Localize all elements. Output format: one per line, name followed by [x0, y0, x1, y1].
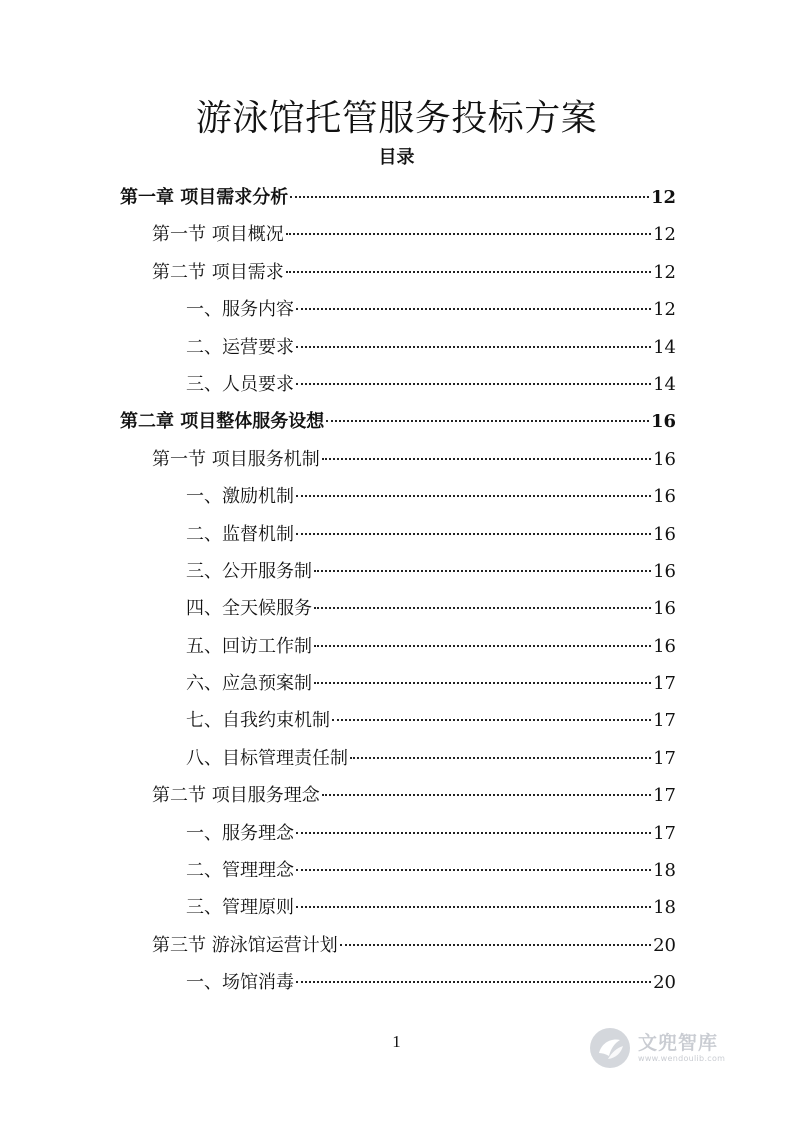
toc-entry[interactable] [120, 964, 676, 1001]
page-number: 1 [392, 1032, 401, 1051]
toc-entry-page: 12 [653, 261, 676, 283]
toc-heading: 目录 [378, 147, 415, 168]
toc-entry[interactable] [120, 553, 676, 590]
toc-entry-label: 第一章 项目需求分析 [120, 187, 289, 208]
toc-entry-label: 一、场馆消毒 [186, 972, 294, 994]
toc-entry-label: 三、人员要求 [186, 373, 294, 395]
toc-entry[interactable] [120, 329, 676, 366]
toc-entry[interactable] [120, 179, 676, 216]
toc-entry-page: 16 [653, 448, 676, 470]
toc-entry-label: 第二节 项目需求 [152, 261, 284, 283]
toc-entry-label: 第三节 游泳馆运营计划 [152, 934, 338, 956]
toc-dot-leader [322, 794, 651, 796]
toc-entry-page: 17 [653, 785, 676, 807]
toc-dot-leader [296, 832, 651, 834]
toc-dot-leader [290, 196, 649, 198]
toc-dot-leader [314, 645, 651, 647]
toc-dot-leader [350, 757, 651, 759]
toc-entry-page: 16 [653, 523, 676, 545]
toc-entry-label: 第二章 项目整体服务设想 [120, 411, 325, 433]
toc-dot-leader [332, 719, 651, 721]
toc-entry-label: 七、自我约束机制 [186, 710, 330, 732]
toc-entry-page: 16 [653, 486, 676, 508]
toc-dot-leader [326, 420, 649, 422]
toc-dot-leader [314, 570, 651, 572]
toc-dot-leader [296, 906, 651, 908]
toc-dot-leader [296, 383, 651, 385]
toc-entry-page: 17 [653, 673, 676, 695]
toc-entry-label: 二、监督机制 [186, 523, 294, 545]
toc-entry-label: 五、回访工作制 [186, 635, 312, 657]
toc-entry-page: 16 [653, 635, 676, 657]
toc-entry[interactable] [120, 702, 676, 739]
toc-entry-label: 第一节 项目服务机制 [152, 448, 320, 470]
toc-entry-label: 二、运营要求 [186, 336, 294, 358]
toc-entry-label: 二、管理理念 [186, 860, 294, 882]
toc-entry[interactable] [120, 740, 676, 777]
toc-entry[interactable] [120, 516, 676, 553]
toc-entry[interactable] [120, 815, 676, 852]
toc-entry-page: 14 [653, 336, 676, 358]
watermark-url: www.wendoulib.com [638, 1054, 726, 1063]
toc-entry[interactable] [120, 665, 676, 702]
toc-entry[interactable] [120, 366, 676, 403]
toc-entry-page: 16 [653, 560, 676, 582]
toc-entry[interactable] [120, 927, 676, 964]
toc-dot-leader [296, 346, 651, 348]
watermark [588, 1020, 748, 1076]
toc-entry-page: 20 [653, 934, 676, 956]
table-of-contents [120, 179, 676, 1002]
toc-entry[interactable] [120, 441, 676, 478]
wendou-logo-icon [588, 1026, 632, 1070]
toc-entry-label: 三、公开服务制 [186, 560, 312, 582]
toc-entry-label: 八、目标管理责任制 [186, 747, 348, 769]
toc-entry[interactable] [120, 590, 676, 627]
toc-entry-label: 三、管理原则 [186, 897, 294, 919]
toc-entry[interactable] [120, 403, 676, 440]
toc-entry-page: 12 [650, 187, 676, 208]
toc-entry[interactable] [120, 291, 676, 328]
toc-entry-label: 第二节 项目服务理念 [152, 785, 320, 807]
toc-entry-page: 17 [653, 822, 676, 844]
toc-dot-leader [286, 233, 651, 235]
toc-entry-page: 12 [653, 224, 676, 246]
toc-entry-label: 一、服务内容 [186, 299, 294, 321]
toc-dot-leader [296, 495, 651, 497]
watermark-name: 文兜智库 [638, 1032, 719, 1054]
toc-dot-leader [296, 869, 651, 871]
toc-dot-leader [314, 682, 651, 684]
toc-entry[interactable] [120, 216, 676, 253]
toc-entry-page: 14 [653, 373, 676, 395]
toc-entry-label: 六、应急预案制 [186, 673, 312, 695]
toc-entry-page: 18 [653, 897, 676, 919]
toc-dot-leader [322, 458, 651, 460]
toc-entry[interactable] [120, 254, 676, 291]
toc-entry-label: 一、激励机制 [186, 486, 294, 508]
toc-entry-label: 一、服务理念 [186, 822, 294, 844]
toc-entry-label: 四、全天候服务 [186, 598, 312, 620]
toc-entry[interactable] [120, 852, 676, 889]
toc-dot-leader [296, 981, 651, 983]
toc-dot-leader [286, 271, 651, 273]
toc-dot-leader [296, 533, 651, 535]
toc-entry[interactable] [120, 628, 676, 665]
toc-entry-page: 12 [653, 299, 676, 321]
toc-dot-leader [340, 944, 651, 946]
toc-entry[interactable] [120, 777, 676, 814]
toc-entry-label: 第一节 项目概况 [152, 224, 284, 246]
toc-entry[interactable] [120, 889, 676, 926]
toc-entry-page: 20 [653, 972, 676, 994]
toc-entry-page: 16 [653, 598, 676, 620]
toc-entry-page: 17 [653, 747, 676, 769]
document-title: 游泳馆托管服务投标方案 [195, 98, 598, 139]
toc-dot-leader [296, 308, 651, 310]
toc-dot-leader [314, 607, 651, 609]
toc-entry[interactable] [120, 478, 676, 515]
toc-entry-page: 17 [653, 710, 676, 732]
toc-entry-page: 16 [650, 411, 676, 433]
toc-entry-page: 18 [653, 860, 676, 882]
